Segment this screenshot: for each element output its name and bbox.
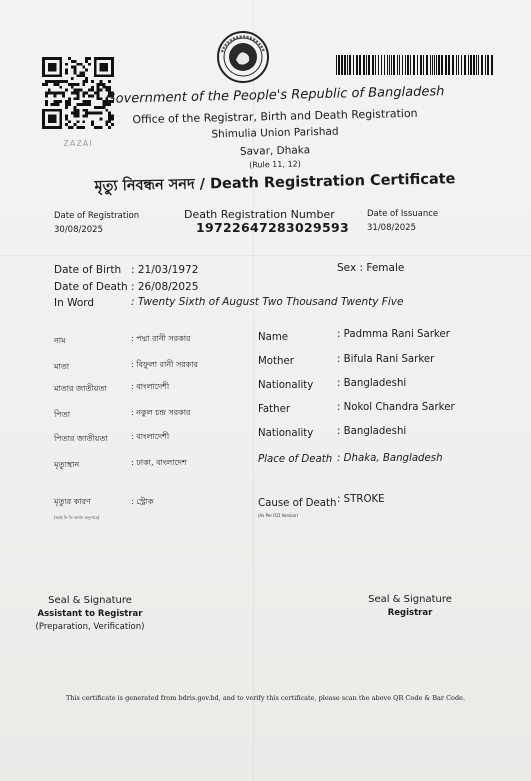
bn-name-label: নাম [54,336,66,345]
en-place-of-death-label: Place of Death [258,454,333,465]
bn-father-nationality-value: : বাংলাদেশী [131,432,170,441]
government-seal-icon [216,30,270,84]
date-of-registration-label: Date of Registration [54,211,140,221]
barcode[interactable] [336,55,496,75]
bn-cause-of-death-label: মৃত্যুর কারণ [54,497,91,506]
en-name-value: : Padmma Rani Sarker [337,329,450,340]
dod-value: : 26/08/2025 [131,281,199,293]
registrar-seal-signature: Seal & Signature [368,594,452,605]
in-word-label: In Word [54,297,95,309]
en-mother-label: Mother [258,356,294,367]
qr-caption: ZAZAI [63,139,93,148]
government-title: Government of the People's Republic of Bangladesh [105,84,445,107]
bn-mother-value: : বিফুলা রানী সরকার [131,360,198,369]
en-cause-of-death-label: Cause of Death [258,498,337,509]
en-mother-nationality-label: Nationality [258,380,314,391]
en-place-of-death-value: : Dhaka, Bangladesh [337,453,443,464]
bn-place-of-death-label: মৃত্যুস্থান [54,460,80,469]
en-cause-note: (As Per ICD Version) [258,513,298,518]
bn-cause-note: (আই সি ডি ভার্সন অনুসারে) [54,515,100,520]
en-mother-nationality-value: : Bangladeshi [337,378,407,389]
union-parishad: Shimulia Union Parishad [211,125,339,141]
en-father-value: : Nokol Chandra Sarker [337,402,455,413]
dob-label: Date of Birth [54,264,122,276]
paper-fold-line [0,255,531,256]
verification-footer: This certificate is generated from bdris.gov.bd, and to verify this certificate, please scan the above QR Code & Bar Code. [65,694,466,702]
upazila-district: Savar, Dhaka [239,144,311,158]
date-of-issuance-label: Date of Issuance [367,209,439,219]
date-of-issuance-value: 31/08/2025 [367,223,416,233]
office-name: Office of the Registrar, Birth and Death Registration [132,106,418,127]
bn-mother-nationality-value: : বাংলাদেশী [131,382,170,391]
assistant-seal-signature: Seal & Signature [48,595,132,606]
certificate-title: মৃত্যু নিবন্ধন সনদ / Death Registration Certificate [94,171,456,195]
registration-number: 19722647283029593 [196,220,349,235]
en-father-nationality-value: : Bangladeshi [337,426,407,437]
bn-place-of-death-value: : ঢাকা, বাংলাদেশ [131,458,187,467]
bn-cause-of-death-value: : স্ট্রোক [131,497,154,506]
registrar-role: Registrar [387,608,433,618]
registration-number-label: Death Registration Number [184,208,335,221]
bn-mother-label: মাতা [54,362,70,371]
bn-father-value: : নকুল চন্দ্র সরকার [131,408,191,417]
en-father-nationality-label: Nationality [258,428,314,439]
en-name-label: Name [258,332,289,343]
assistant-role-subtitle: (Preparation, Verification) [35,622,145,632]
dod-label: Date of Death [54,281,128,293]
date-of-registration-value: 30/08/2025 [54,225,103,235]
en-father-label: Father [258,404,291,415]
assistant-role: Assistant to Registrar [37,609,143,619]
en-cause-of-death-value: : STROKE [337,494,385,505]
bn-father-nationality-label: পিতার জাতীয়তা [54,434,108,443]
sex-value: Sex : Female [337,262,405,274]
rule-reference: (Rule 11, 12) [249,159,301,170]
bn-name-value: : পদ্মা রানী সরকার [131,334,191,343]
bn-father-label: পিতা [54,410,71,419]
bn-mother-nationality-label: মাতার জাতীয়তা [54,384,107,393]
in-word-value: : Twenty Sixth of August Two Thousand Twenty Five [131,296,404,308]
en-mother-value: : Bifula Rani Sarker [337,354,435,365]
dob-value: : 21/03/1972 [131,264,199,276]
